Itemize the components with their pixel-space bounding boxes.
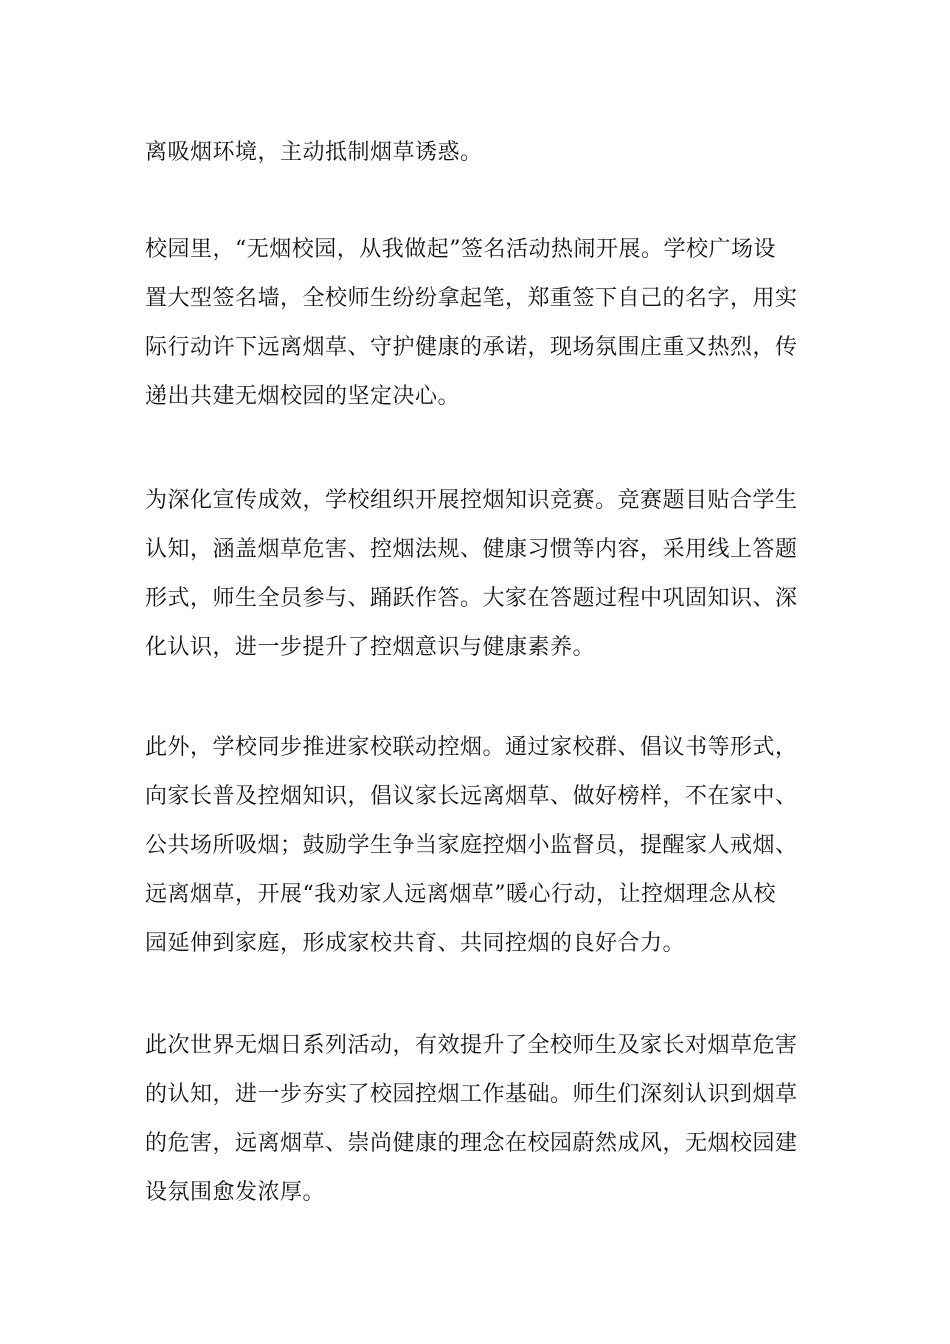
paragraph-line: 化认识，进一步提升了控烟意识与健康素养。: [145, 635, 596, 660]
paragraph-line: 远离烟草，开展“我劝家人远离烟草”暖心行动，让控烟理念从校: [145, 882, 776, 907]
paragraph-line: 公共场所吸烟；鼓励学生争当家庭控烟小监督员，提醒家人戒烟、: [145, 833, 798, 858]
paragraph-line: 置大型签名墙，全校师生纷纷拿起笔，郑重签下自己的名字，用实: [145, 286, 798, 311]
paragraph-line: 递出共建无烟校园的坚定决心。: [145, 384, 461, 409]
paragraph-1: [145, 128, 825, 177]
paragraph-line: 的认知，进一步夯实了校园控烟工作基础。师生们深刻认识到烟草: [145, 1082, 798, 1107]
paragraph-line: 认知，涵盖烟草危害、控烟法规、健康习惯等内容，采用线上答题: [145, 537, 798, 562]
paragraph-line: 离吸烟环境，主动抵制烟草诱惑。: [145, 140, 483, 165]
paragraph-line: 校园里，“无烟校园，从我做起”签名活动热闹开展。学校广场设: [145, 237, 776, 262]
paragraph-4: [145, 723, 825, 968]
paragraph-line: 设氛围愈发浓厚。: [145, 1180, 326, 1205]
paragraph-3: [145, 476, 825, 672]
paragraph-line: 形式，师生全员参与、踊跃作答。大家在答题过程中巩固知识、深: [145, 586, 798, 611]
paragraph-line: 为深化宣传成效，学校组织开展控烟知识竞赛。竞赛题目贴合学生: [145, 488, 798, 513]
paragraph-line: 的危害，远离烟草、崇尚健康的理念在校园蔚然成风，无烟校园建: [145, 1131, 798, 1156]
paragraph-line: 此次世界无烟日系列活动，有效提升了全校师生及家长对烟草危害: [145, 1033, 798, 1058]
paragraph-line: 向家长普及控烟知识，倡议家长远离烟草、做好榜样，不在家中、: [145, 784, 798, 809]
paragraph-5: [145, 1021, 825, 1217]
paragraph-2: [145, 225, 825, 421]
paragraph-line: 园延伸到家庭，形成家校共育、共同控烟的良好合力。: [145, 931, 686, 956]
paragraph-line: 此外，学校同步推进家校联动控烟。通过家校群、倡议书等形式，: [145, 735, 798, 760]
paragraph-line: 际行动许下远离烟草、守护健康的承诺，现场氛围庄重又热烈，传: [145, 335, 798, 360]
